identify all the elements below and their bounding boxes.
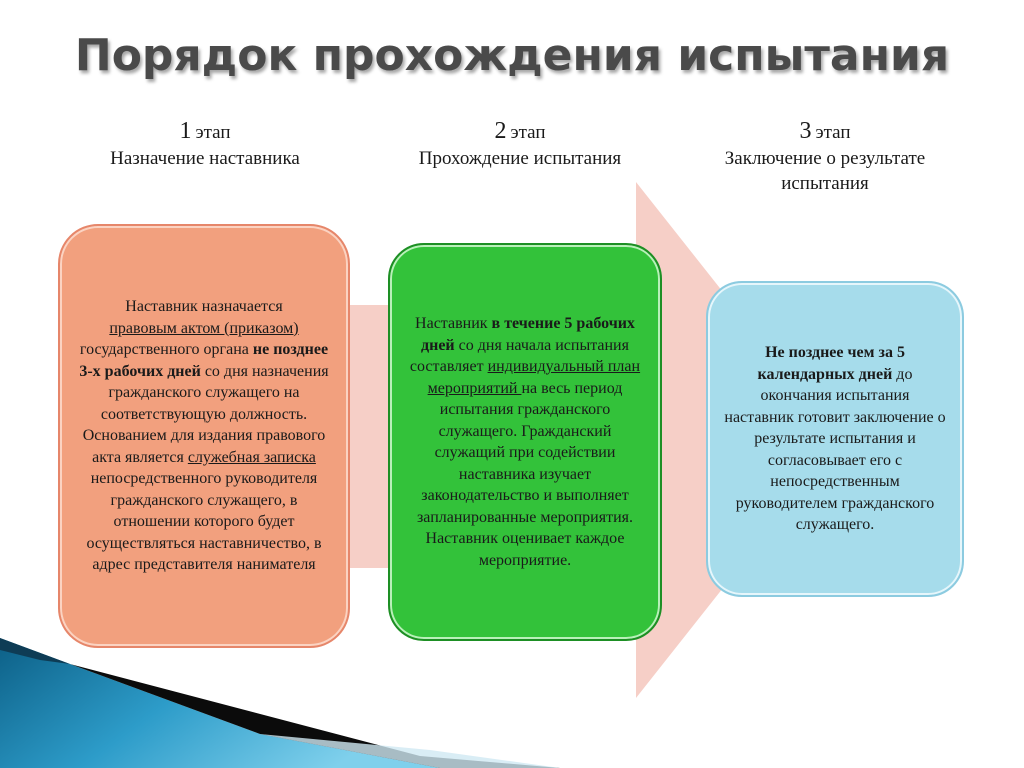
stage-2-number: 2 — [494, 118, 507, 144]
stage-1-text: Наставник назначается правовым актом (приказом) государственного органа не позднее 3-х рабочих дней со дня назначения гражданского служащего на соответствующую должность. Основанием для издания правового акта является служебная записка непосредственного руководителя гражданского служащего, в отношении которого будет осуществляться наставничество, в адрес представителя нанимателя — [79, 298, 329, 574]
stage-2-underlined-plan: индивидуальный план мероприятий — [427, 358, 641, 397]
stage-1-number: 1 — [179, 118, 192, 144]
stage-3-name-line1: Заключение о результате — [724, 148, 926, 170]
stage-1-deadline: не позднее 3-х рабочих дней — [79, 341, 329, 380]
corner-decoration — [0, 638, 560, 768]
stage-1-box — [58, 224, 350, 648]
stage-3-box — [706, 281, 964, 597]
stage-1-word: этап — [195, 122, 231, 143]
stage-1-underlined-act: правовым актом (приказом) — [109, 319, 299, 337]
stage-1-name: Назначение наставника — [110, 148, 300, 170]
page-title: Порядок прохождения испытания — [74, 30, 950, 81]
stage-2-word: этап — [510, 122, 546, 143]
stage-1-underlined-note: служебная записка — [187, 448, 316, 466]
stage-3-deadline: Не позднее чем за 5 календарных дней — [757, 344, 905, 383]
stage-2-text: Наставник в течение 5 рабочих дней со дня начала испытания составляет индивидуальный план мероприятий на весь период испытания гражданского служащего. Гражданский служащий при содействии наставника изучает законодательство и выполняет запланированные мероприятия. Наставник оценивает каждое мероприятие. — [409, 315, 641, 569]
stage-3-text: Не позднее чем за 5 календарных дней до окончания испытания наставник готовит заключение о результате испытания и согласовывает его с непосредственным руководителем гражданского служащего. — [724, 344, 946, 534]
stage-2-name: Прохождение испытания — [418, 148, 622, 170]
stage-2-box — [388, 243, 662, 641]
stage-2-deadline: в течение 5 рабочих дней — [421, 315, 635, 354]
stage-3-word: этап — [815, 122, 851, 143]
stage-3-name-line2: испытания — [781, 172, 869, 194]
stage-3-number: 3 — [799, 118, 812, 144]
